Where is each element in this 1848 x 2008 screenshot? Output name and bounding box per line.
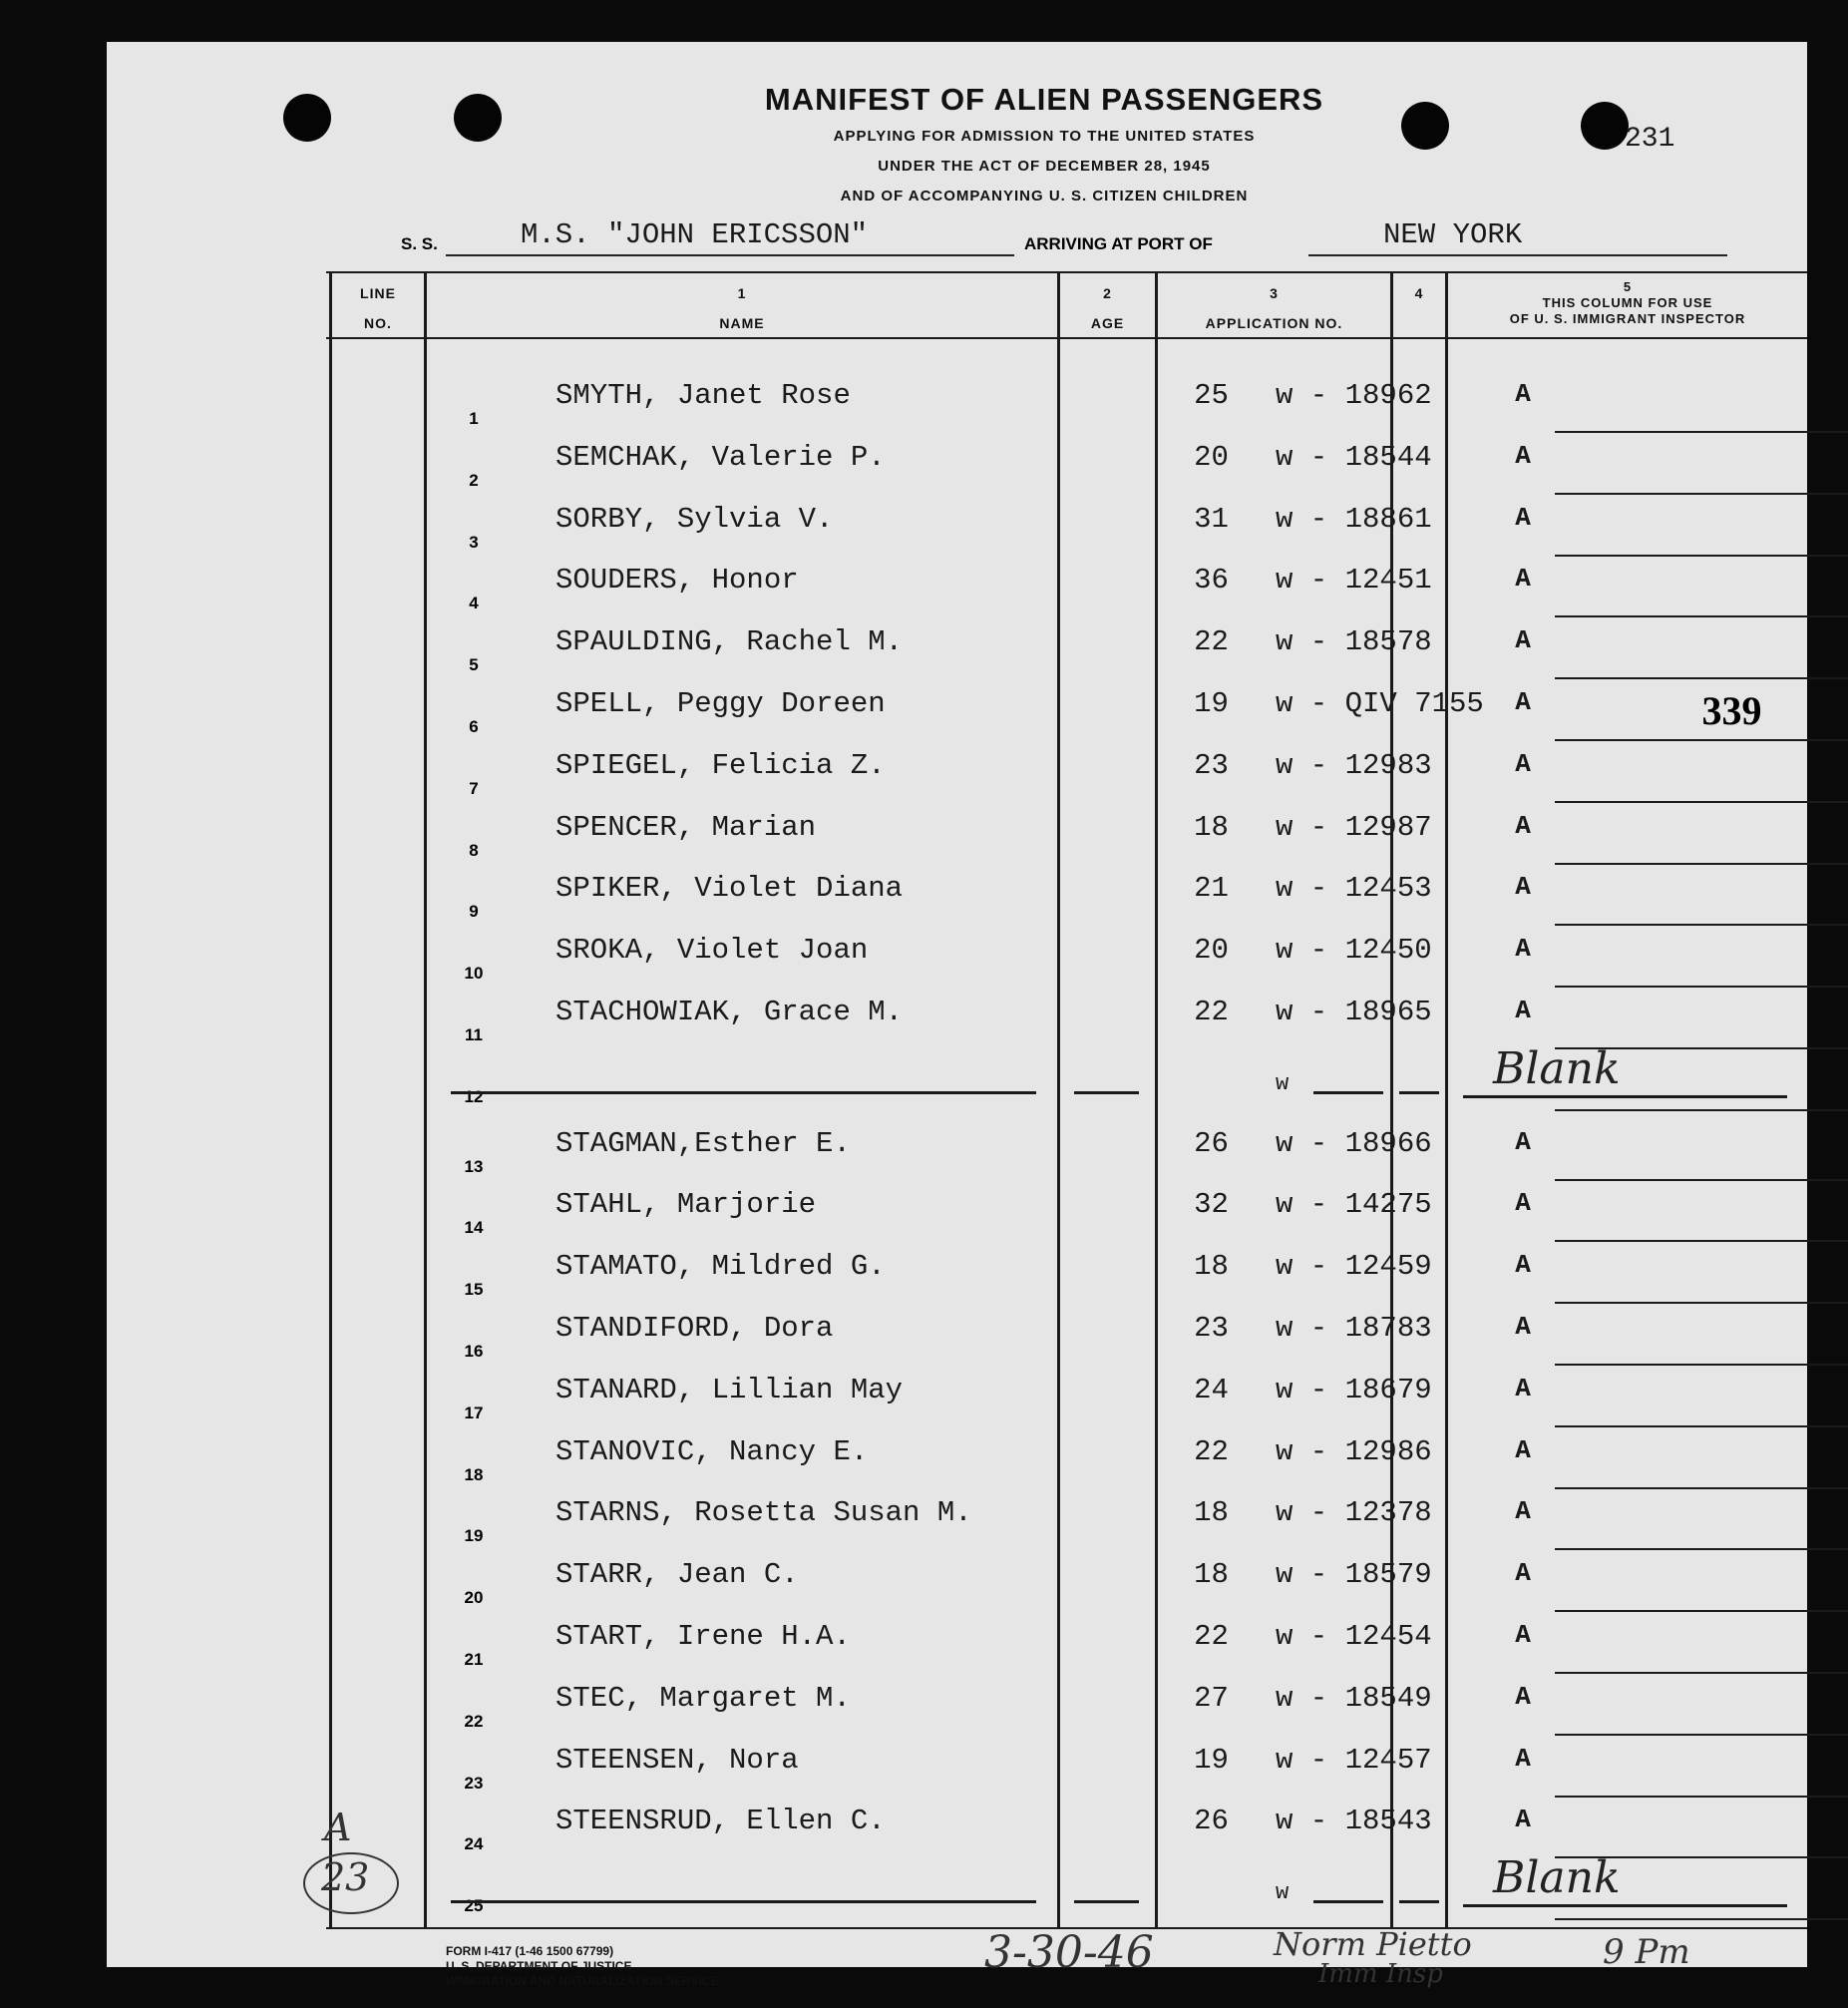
passenger-name: STEENSRUD, Ellen C. [555, 1805, 886, 1838]
passenger-name: STAHL, Marjorie [555, 1188, 817, 1222]
table-row [107, 1797, 1807, 1858]
application-number: w - 18579 [1276, 1558, 1432, 1592]
table-row [107, 1242, 1807, 1304]
col-header-application [1158, 285, 1390, 331]
application-number: w - 18965 [1276, 996, 1432, 1028]
line-number: 10 [464, 964, 484, 984]
passenger-name: STARNS, Rosetta Susan M. [555, 1496, 972, 1530]
col-header-number: 3 [1270, 285, 1279, 301]
col-header-number: 1 [737, 285, 747, 301]
passenger-name: SPENCER, Marian [555, 810, 817, 844]
line-number: 4 [469, 594, 479, 613]
application-number: w - 12983 [1276, 748, 1432, 782]
application-number: w - QIV 7155 [1276, 687, 1484, 720]
passenger-name: SEMCHAK, Valerie P. [555, 440, 886, 474]
blank-app-prefix: w [1276, 1880, 1290, 1906]
table-row [107, 1366, 1807, 1427]
blank-class-dash [1399, 1900, 1439, 1903]
blank-app-prefix: w [1276, 1070, 1290, 1096]
table-row [107, 679, 1807, 741]
handwritten-time: 9 Pm [1603, 1932, 1690, 1972]
blank-name-dash [451, 1900, 1036, 1903]
subtitle: AND OF ACCOMPANYING U. S. CITIZEN CHILDREN [840, 188, 1249, 204]
table-row [107, 1674, 1807, 1736]
inspector-rule [1555, 1918, 1848, 1920]
blank-row [107, 1042, 1807, 1111]
application-number: w - 18966 [1276, 1126, 1432, 1160]
punch-hole [1401, 102, 1449, 150]
table-row [107, 1736, 1807, 1798]
line-number: 25 [464, 1896, 484, 1916]
application-number: w - 12457 [1276, 1743, 1432, 1777]
passenger-age: 32 [1194, 1188, 1229, 1222]
application-number: w - 14275 [1276, 1188, 1432, 1222]
subtitle: APPLYING FOR ADMISSION TO THE UNITED STATES [833, 128, 1256, 145]
col-header-number: 5 [1623, 279, 1633, 294]
class-code: A [1515, 687, 1531, 717]
passenger-age: 18 [1194, 810, 1229, 844]
class-code: A [1515, 1681, 1531, 1712]
col-header-number: 2 [1103, 285, 1112, 301]
application-number: w - 12453 [1276, 872, 1432, 906]
passenger-age: 18 [1194, 1558, 1229, 1592]
footer-service: IMMIGRATION AND NATURALIZATION SERVICE [446, 1974, 719, 1988]
table-row [107, 926, 1807, 988]
passenger-name: STAGMAN,Esther E. [555, 1126, 851, 1160]
passenger-name: START, Irene H.A. [555, 1620, 851, 1653]
table-row [107, 1488, 1807, 1550]
passenger-age: 22 [1194, 1434, 1229, 1468]
col-header-name-label: NAME [719, 315, 765, 331]
form-footer [446, 1944, 718, 1989]
class-code: A [1515, 1373, 1531, 1404]
port-underline [1308, 254, 1727, 256]
col-header-line-label2: NO. [364, 315, 392, 331]
col-header-app-label: APPLICATION NO. [1205, 315, 1343, 331]
subtitle: UNDER THE ACT OF DECEMBER 28, 1945 [878, 158, 1211, 175]
col-header-4 [1393, 285, 1445, 301]
passenger-age: 19 [1194, 1743, 1229, 1777]
passenger-age: 26 [1194, 1126, 1229, 1160]
passenger-age: 18 [1194, 1496, 1229, 1530]
line-number: 5 [469, 655, 479, 675]
ship-row [401, 216, 1817, 256]
class-code: A [1515, 872, 1531, 903]
line-number: 8 [469, 840, 479, 860]
passenger-age: 20 [1194, 440, 1229, 474]
line-number: 1 [469, 409, 479, 428]
passenger-age: 36 [1194, 564, 1229, 598]
blank-age-dash [1074, 1900, 1139, 1903]
table-row [107, 1612, 1807, 1674]
class-code: A [1515, 1620, 1531, 1650]
port-name: NEW YORK [1383, 218, 1523, 251]
inspector-rule [1555, 1109, 1848, 1111]
application-number: w - 18861 [1276, 502, 1432, 536]
passenger-age: 22 [1194, 996, 1229, 1028]
table-row [107, 988, 1807, 1049]
application-number: w - 12986 [1276, 1434, 1432, 1468]
passenger-age: 25 [1194, 379, 1229, 412]
table-row [107, 1180, 1807, 1242]
application-number: w - 18962 [1276, 379, 1432, 412]
table-row [107, 617, 1807, 679]
table-row [107, 803, 1807, 865]
blank-note: Blank [1493, 1042, 1621, 1094]
passenger-name: SOUDERS, Honor [555, 564, 799, 598]
class-code: A [1515, 379, 1531, 409]
footer-form-number: FORM I-417 (1-46 1500 67799) [446, 1944, 614, 1958]
arriving-label: ARRIVING AT PORT OF [1024, 234, 1213, 253]
table-row [107, 1550, 1807, 1612]
passenger-age: 24 [1194, 1373, 1229, 1406]
passenger-name: STAMATO, Mildred G. [555, 1250, 886, 1284]
class-code: A [1515, 1743, 1531, 1774]
class-code: A [1515, 564, 1531, 595]
line-number: 2 [469, 470, 479, 490]
passenger-name: SPIKER, Violet Diana [555, 872, 904, 906]
line-number: 16 [464, 1342, 484, 1361]
passenger-name: STANDIFORD, Dora [555, 1312, 834, 1345]
passenger-name: STANARD, Lillian May [555, 1373, 904, 1406]
application-number: w - 18549 [1276, 1681, 1432, 1715]
application-number: w - 18783 [1276, 1312, 1432, 1345]
class-code: A [1515, 1805, 1531, 1835]
passenger-name: SORBY, Sylvia V. [555, 502, 834, 536]
passenger-age: 21 [1194, 872, 1229, 906]
application-number: w - 12454 [1276, 1620, 1432, 1653]
application-number: w - 12451 [1276, 564, 1432, 598]
handwritten-date: 3-30-46 [984, 1927, 1154, 1978]
line-number: 17 [464, 1403, 484, 1422]
class-code: A [1515, 1496, 1531, 1527]
passenger-age: 22 [1194, 1620, 1229, 1653]
blank-app-dash [1313, 1091, 1383, 1094]
col-header-line-label: LINE [360, 285, 396, 301]
class-code: A [1515, 1434, 1531, 1465]
col-header-age [1060, 285, 1155, 331]
col-header-insp-label2: OF U. S. IMMIGRANT INSPECTOR [1509, 311, 1746, 326]
col-header-inspector [1448, 279, 1807, 327]
passenger-age: 31 [1194, 502, 1229, 536]
col-header-number: 4 [1414, 285, 1424, 301]
line-number: 20 [464, 1588, 484, 1608]
table-row [107, 556, 1807, 617]
punch-hole [283, 94, 331, 142]
class-code: A [1515, 1250, 1531, 1281]
passenger-name: SPELL, Peggy Doreen [555, 687, 886, 720]
blank-age-dash [1074, 1091, 1139, 1094]
line-number: 7 [469, 778, 479, 798]
class-code: A [1515, 440, 1531, 471]
col-header-age-label: AGE [1090, 315, 1125, 331]
class-code: A [1515, 934, 1531, 965]
class-code: A [1515, 996, 1531, 1025]
line-number: 6 [469, 717, 479, 736]
line-number: 12 [464, 1086, 484, 1106]
passenger-name: SPAULDING, Rachel M. [555, 625, 904, 659]
application-number: w - 18679 [1276, 1373, 1432, 1406]
class-code: A [1515, 748, 1531, 779]
line-number: 13 [464, 1156, 484, 1176]
class-code: A [1515, 1558, 1531, 1589]
blank-note: Blank [1493, 1852, 1621, 1904]
ship-name: M.S. "JOHN ERICSSON" [521, 218, 869, 251]
passenger-age: 18 [1194, 1250, 1229, 1284]
ss-label: S. S. [401, 234, 438, 253]
table-row [107, 371, 1807, 433]
blank-name-dash [451, 1091, 1036, 1094]
ss-underline [446, 254, 1014, 256]
class-code: A [1515, 502, 1531, 533]
passenger-age: 26 [1194, 1805, 1229, 1838]
blank-class-dash [1399, 1091, 1439, 1094]
line-number: 24 [464, 1834, 484, 1854]
application-number: w - 18544 [1276, 440, 1432, 474]
application-number: w - 18578 [1276, 625, 1432, 659]
passenger-name: SPIEGEL, Felicia Z. [555, 748, 886, 782]
col-header-line [332, 285, 424, 331]
class-code: A [1515, 1312, 1531, 1342]
blank-app-dash [1313, 1900, 1383, 1903]
inspector-note: 339 [1701, 688, 1762, 733]
application-number: w - 18543 [1276, 1805, 1432, 1838]
inspector-signature: Norm Pietto [1274, 1925, 1472, 1963]
line-number: 11 [465, 1025, 483, 1044]
line-number: 21 [464, 1650, 484, 1669]
class-code: A [1515, 1126, 1531, 1157]
passenger-name: SROKA, Violet Joan [555, 934, 869, 968]
header-bottom-border [326, 337, 1807, 339]
line-number: 19 [464, 1526, 484, 1546]
punch-hole [454, 94, 502, 142]
line-number: 14 [464, 1218, 484, 1238]
line-number: 18 [464, 1464, 484, 1484]
margin-count: 23 [321, 1855, 370, 1899]
line-number: 23 [464, 1773, 484, 1793]
margin-letter: A [324, 1806, 352, 1849]
page-title: MANIFEST OF ALIEN PASSENGERS [764, 82, 1324, 117]
col-header-name [427, 285, 1057, 331]
table-row [107, 1119, 1807, 1181]
passenger-name: STEC, Margaret M. [555, 1681, 851, 1715]
class-code: A [1515, 625, 1531, 656]
inspector-title: Imm Insp [1318, 1959, 1443, 1989]
col-header-insp-label1: THIS COLUMN FOR USE [1542, 295, 1713, 310]
passenger-name: STEENSEN, Nora [555, 1743, 799, 1777]
table-row [107, 495, 1807, 557]
table-top-border [326, 271, 1807, 273]
blank-insp-dash [1463, 1904, 1787, 1907]
application-number: w - 12450 [1276, 934, 1432, 968]
page-number: 231 [1625, 124, 1675, 155]
passenger-age: 22 [1194, 625, 1229, 659]
passenger-age: 19 [1194, 687, 1229, 720]
table-row [107, 433, 1807, 495]
passenger-name: SMYTH, Janet Rose [555, 379, 851, 412]
application-number: w - 12378 [1276, 1496, 1432, 1530]
passenger-age: 20 [1194, 934, 1229, 968]
table-row [107, 1304, 1807, 1366]
manifest-page [107, 42, 1807, 1989]
passenger-age: 23 [1194, 748, 1229, 782]
line-number: 15 [464, 1280, 484, 1300]
table-row [107, 1427, 1807, 1489]
passenger-name: STANOVIC, Nancy E. [555, 1434, 869, 1468]
blank-insp-dash [1463, 1095, 1787, 1098]
application-number: w - 12987 [1276, 810, 1432, 844]
class-code: A [1515, 1188, 1531, 1219]
line-number: 9 [469, 902, 479, 922]
punch-hole [1581, 102, 1629, 150]
table-row [107, 864, 1807, 926]
line-number: 3 [469, 532, 479, 552]
footer-department: U. S. DEPARTMENT OF JUSTICE [446, 1959, 632, 1973]
line-number: 22 [464, 1711, 484, 1731]
table-row [107, 741, 1807, 803]
passenger-age: 23 [1194, 1312, 1229, 1345]
passenger-age: 27 [1194, 1681, 1229, 1715]
passenger-name: STACHOWIAK, Grace M. [555, 996, 904, 1028]
class-code: A [1515, 810, 1531, 841]
application-number: w - 12459 [1276, 1250, 1432, 1284]
passenger-name: STARR, Jean C. [555, 1558, 799, 1592]
